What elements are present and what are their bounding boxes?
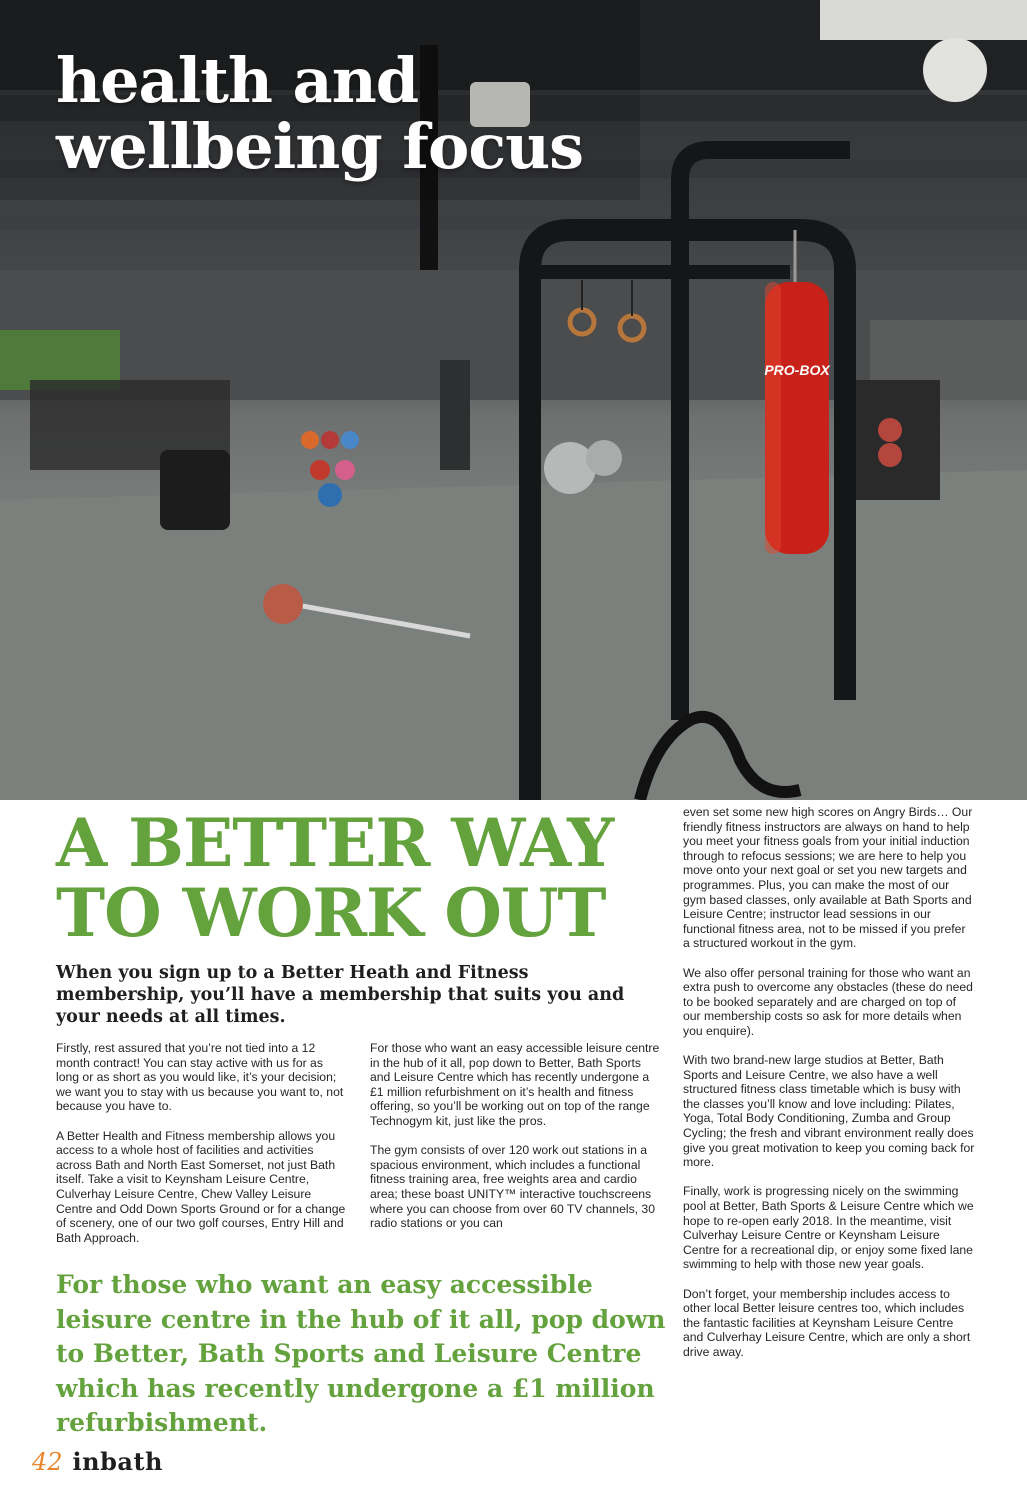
gym-floor: [0, 470, 1027, 800]
pull-quote: For those who want an easy accessible leisure centre in the hub of it all, pop down to Better, Bath Sports and Leisure Centre which has recently undergone a £1 million refurbishment.: [56, 1270, 666, 1437]
body-paragraph: Firstly, rest assured that you’re not tied into a 12 month contract! You can stay active with us for as long or as short as you would like, it’s your decision; we want you to stay with us because you want to, not because you have to.: [56, 1041, 344, 1114]
headline-line: A BETTER WAY: [56, 804, 614, 882]
ceiling-vent: [820, 0, 1027, 40]
ceiling-fan: [923, 38, 987, 102]
body-column-3: [683, 805, 975, 1374]
body-paragraph: With two brand-new large studios at Better, Bath Sports and Leisure Centre, we also have a well structured fitness class timetable which is busy with the classes you’ll know and love including: Pilates, Yoga, Total Body Conditioning, Zumba and Group Cycling; the fresh and vibrant environment really does give you great motivation to keep you coming back for more.: [683, 1053, 975, 1170]
section-title: [56, 44, 656, 183]
medicine-ball: [263, 584, 303, 624]
headline-line: TO WORK OUT: [56, 874, 606, 952]
plyo-box: [160, 450, 230, 530]
body-paragraph: For those who want an easy accessible leisure centre in the hub of it all, pop down to Better, Bath Sports and Leisure Centre which has recently undergone a £1 million refurbishment on it’s health and fitness offering, so you’ll be working out on top of the range Technogym kit, just like the pros.: [370, 1041, 660, 1128]
section-title-line: health and: [56, 44, 419, 117]
article-headline: [56, 804, 656, 952]
body-paragraph: The gym consists of over 120 work out stations in a spacious environment, which includes a functional fitness training area, free weights area and cardio area; these boast UNITY™ interactive touchscreens where you can choose from over 60 TV channels, 30 radio stations or you can: [370, 1143, 655, 1231]
punch-bag-brand: PRO-BOX: [764, 362, 830, 378]
body-paragraph: Don’t forget, your membership includes access to other local Better leisure centres too, which includes the fantastic facilities at Keynsham Leisure Centre and Culverhay Leisure Centre, which are only a short drive away.: [683, 1286, 971, 1359]
body-column-1: [56, 1041, 348, 1260]
body-column-2: [370, 1041, 662, 1245]
body-paragraph: We also offer personal training for those who want an extra push to overcome any obstacles (these do need to be booked separately and are charged on top of our membership costs so ask for more details when you enquire).: [683, 965, 973, 1038]
body-paragraph: even set some new high scores on Angry Birds… Our friendly fitness instructors are always on hand to help you meet your fitness goals from your initial induction through to refocus sessions; we are here to help you move onto your next goal or set you new targets and programmes. Plus, you can make the most of our gym based classes, only available at Bath Sports and Leisure Centre; instructor lead sessions in our functional fitness area, not to be missed if you prefer a structured workout in the gym.: [683, 805, 973, 951]
section-title-line: wellbeing focus: [56, 110, 584, 183]
page-number: 42: [32, 1448, 63, 1476]
magazine-name: inbath: [72, 1447, 163, 1476]
body-paragraph: Finally, work is progressing nicely on the swimming pool at Better, Bath Sports & Leisure Centre which we hope to re-open early 2018. In the meantime, visit Culverhay Leisure Centre or Keynsham Leisure Centre for a recreational dip, or enjoy some fixed lane swimming to help with those new year goals.: [683, 1184, 974, 1272]
body-paragraph: A Better Health and Fitness membership allows you access to a whole host of facilities and activities across Bath and North East Somerset, not just Bath itself. Take a visit to Keynsham Leisure Centre, Culverhay Leisure Centre, Chew Valley Leisure Centre and Odd Down Sports Ground or for a change of scenery, one of our two golf courses, Entry Hill and Bath Approach.: [56, 1128, 346, 1245]
article-standfirst: When you sign up to a Better Heath and Fitness membership, you’ll have a membership that suits you and your needs at all times.: [56, 963, 625, 1027]
page-footer: [32, 1447, 163, 1476]
